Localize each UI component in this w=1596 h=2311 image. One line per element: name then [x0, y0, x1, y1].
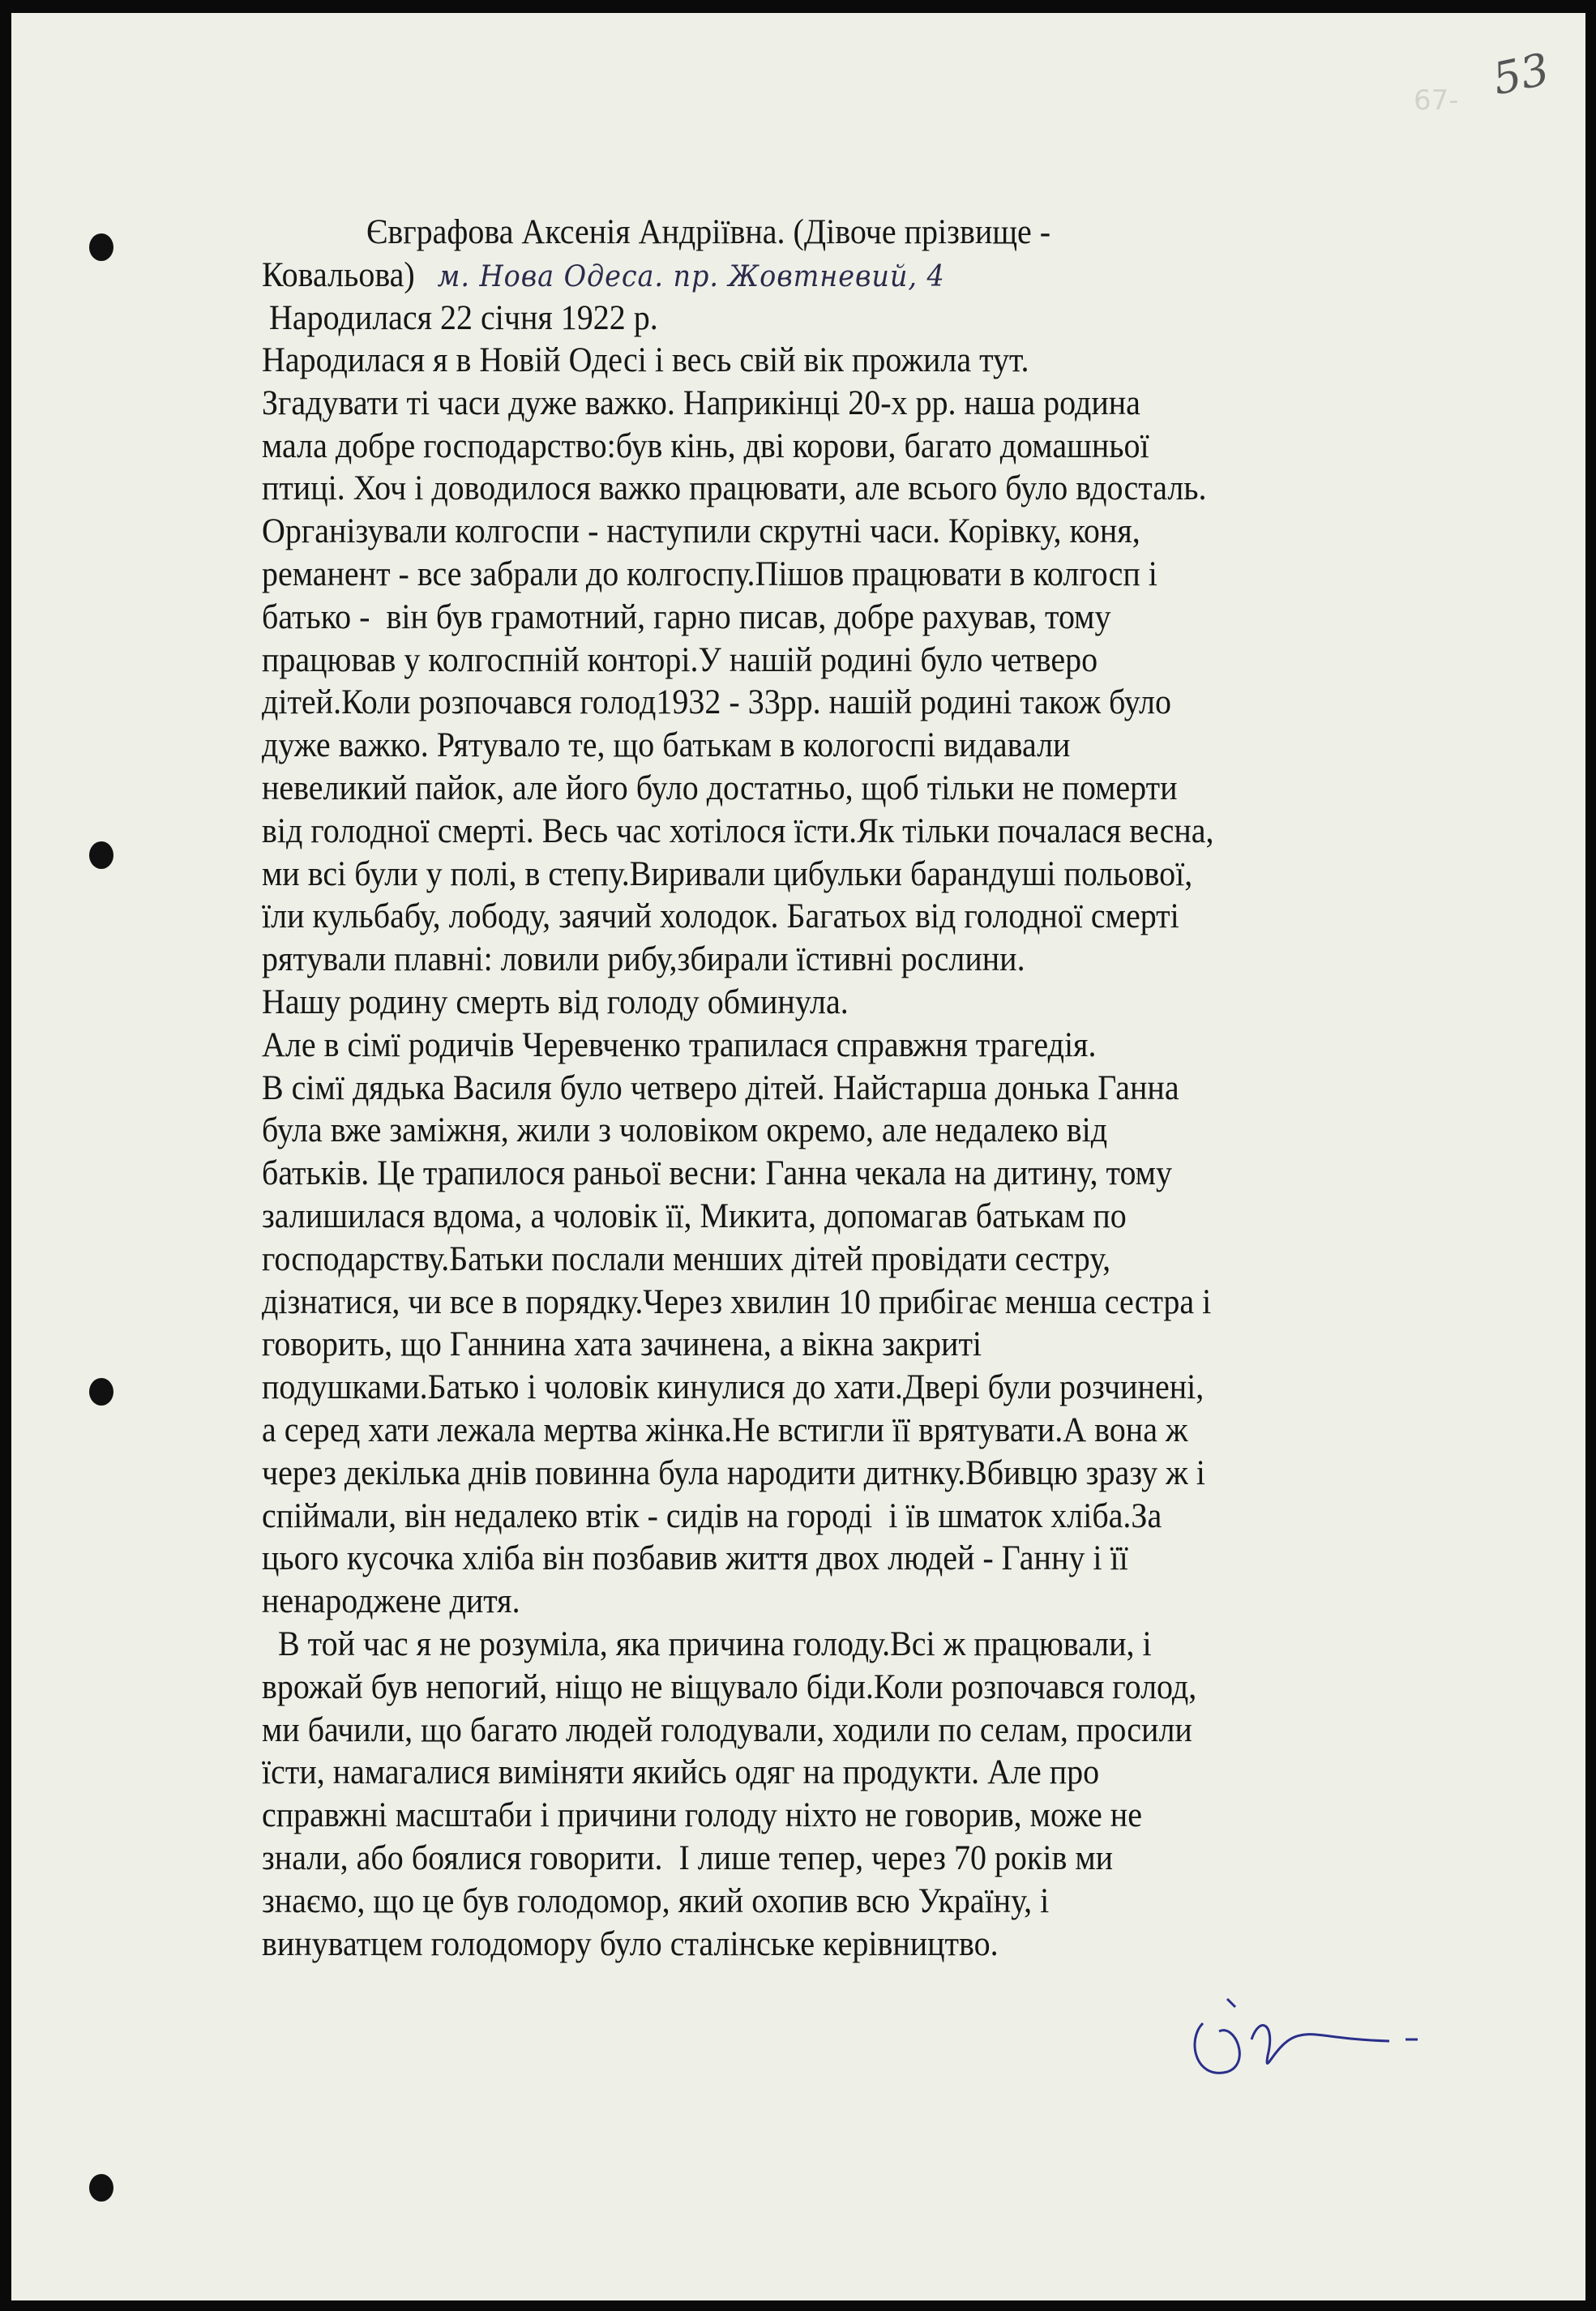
text-line: спіймали, він недалеко втік - сидів на городі і їв шматок хліба.За — [262, 1496, 1162, 1535]
text-line: мала добре господарство:був кінь, дві корови, багато домашньої — [262, 426, 1149, 465]
text-line: рятували плавні: ловили рибу,збирали їстивні рослини. — [262, 940, 1025, 979]
handwritten-address: м. Нова Одеса. пр. Жовтневий, 4 — [437, 260, 945, 293]
maiden-name: Ковальова) — [262, 256, 415, 294]
punch-hole — [89, 2174, 113, 2202]
text-line: Але в сімї родичів Черевченко трапилася справжня трагедія. — [262, 1025, 1097, 1064]
text-line: а серед хати лежала мертва жінка.Не встигли її врятувати.А вона ж — [262, 1411, 1188, 1449]
text-line: господарству.Батьки послали менших дітей провідати сестру, — [262, 1239, 1111, 1278]
pencil-mark: 67- — [1414, 84, 1459, 117]
text-line: В той час я не розуміла, яка причина голоду.Всі ж працювали, і — [262, 1625, 1152, 1663]
text-line: через декілька днів повинна була народити дитнку.Вбивцю зразу ж і — [262, 1453, 1205, 1492]
punch-hole — [89, 1378, 113, 1406]
text-line: реманент - все забрали до колгоспу.Пішов працювати в колгосп і — [262, 555, 1157, 593]
header-maiden-line — [262, 254, 945, 298]
text-line: Згадувати ті часи дуже важко. Наприкінці 20-х рр. наша родина — [262, 383, 1140, 422]
text-line: знаємо, що це був голодомор, який охопив всю Україну, і — [262, 1881, 1050, 1920]
text-line: врожай був непогий, ніщо не віщувало біди.Коли розпочався голод, — [262, 1667, 1197, 1706]
text-line: їсти, намагалися виміняти якийсь одяг на продукти. Але про — [262, 1753, 1100, 1792]
text-line: ми бачили, що багато людей голодували, ходили по селам, просили — [262, 1710, 1192, 1749]
text-line: дітей.Коли розпочався голод1932 - 33рр. нашій родині також було — [262, 683, 1171, 722]
text-line: говорить, що Ганнина хата зачинена, а вікна закриті — [262, 1325, 982, 1364]
signature — [1179, 1991, 1422, 2088]
text-line: від голодної смерті. Весь час хотілося їсти.Як тільки почалася весна, — [262, 811, 1214, 850]
text-line: подушками.Батько і чоловік кинулися до хати.Двері були розчинені, — [262, 1368, 1204, 1407]
text-line: дізнатися, чи все в порядку.Через хвилин 10 прибігає менша сестра і — [262, 1282, 1212, 1321]
text-line: Організували колгоспи - наступили скрутні часи. Корівку, коня, — [262, 512, 1140, 551]
text-line: невеликий пайок, але його було достатньо, щоб тільки не померти — [262, 769, 1178, 807]
text-line: Нашу родину смерть від голоду обминула. — [262, 983, 849, 1021]
text-line: залишилася вдома, а чоловік її, Микита, допомагав батькам по — [262, 1197, 1127, 1235]
text-line: знали, або боялися говорити. І лише тепер, через 70 років ми — [262, 1839, 1114, 1877]
birth-line: Народилася 22 січня 1922 р. — [269, 299, 658, 337]
text-line: В сімї дядька Василя було четверо дітей. Найстарша донька Ганна — [262, 1068, 1179, 1107]
text-line: птиці. Хоч і доводилося важко працювати, але всього було вдосталь. — [262, 469, 1207, 508]
text-line: ми всі були у полі, в степу.Виривали цибульки барандуші польової, — [262, 854, 1193, 893]
text-line: Народилася я в Новій Одесі і весь свій вік прожила тут. — [262, 341, 1029, 379]
text-line: батьків. Це трапилося раньої весни: Ганна чекала на дитину, тому — [262, 1154, 1172, 1193]
text-line: була вже заміжня, жили з чоловіком окремо, але недалеко від — [262, 1111, 1108, 1150]
text-line: батько - він був грамотний, гарно писав, добре рахував, тому — [262, 597, 1111, 636]
text-line: цього кусочка хліба він позбавив життя двох людей - Ганну і її — [262, 1539, 1128, 1578]
page-number: 53 — [1488, 43, 1554, 105]
punch-hole — [89, 233, 113, 261]
text-line: винуватцем голодомору було сталінське керівництво. — [262, 1924, 999, 1963]
text-line: працював у колгоспній конторі.У нашій родині було четверо — [262, 640, 1098, 679]
document-page — [11, 13, 1585, 2300]
punch-hole — [89, 841, 113, 869]
text-line: дуже важко. Рятувало те, що батькам в кологоспі видавали — [262, 726, 1071, 765]
text-line: ненароджене дитя. — [262, 1582, 520, 1621]
text-line: справжні масштаби і причини голоду ніхто не говорив, може не — [262, 1796, 1142, 1835]
header-name-line: Євграфова Аксенія Андріївна. (Дівоче прізвище - — [366, 213, 1051, 251]
text-line: їли кульбабу, лободу, заячий холодок. Багатьох від голодної смерті — [262, 897, 1179, 936]
